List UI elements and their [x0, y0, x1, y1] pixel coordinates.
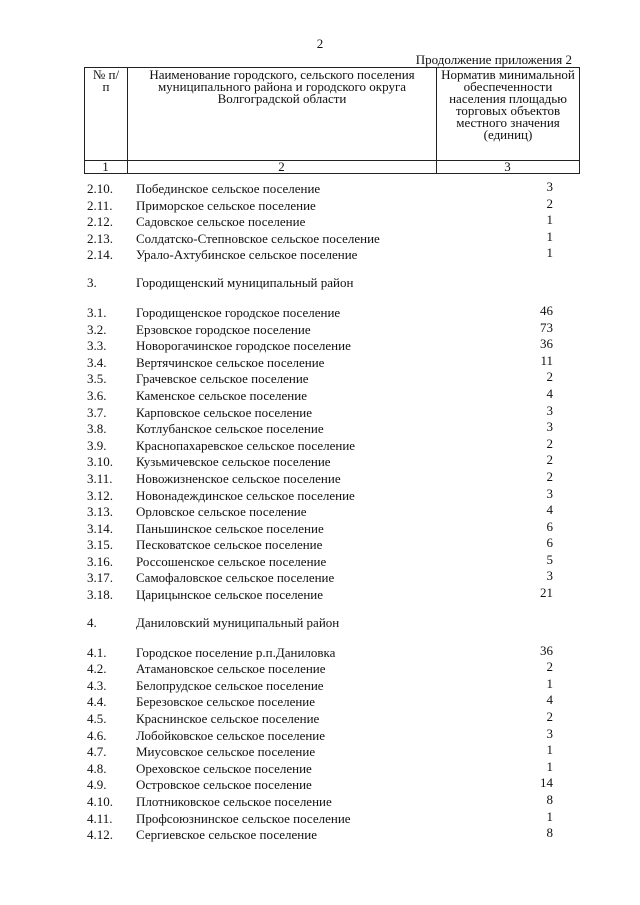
table-row [0, 744, 640, 761]
district-name: Городищенский муниципальный район [136, 274, 354, 290]
table-row [0, 694, 640, 711]
header-right-border [579, 67, 580, 174]
row-name: Лобойковское сельское поселение [136, 727, 326, 743]
row-name: Приморское сельское поселение [136, 197, 316, 213]
table-row [0, 642, 640, 662]
row-number: 3.3. [87, 338, 107, 354]
table-row [0, 504, 640, 521]
row-name: Самофаловское сельское поселение [136, 570, 335, 586]
row-number: 2.12. [87, 214, 113, 230]
row-number: 3.1. [87, 304, 107, 320]
row-value: 3 [546, 402, 553, 418]
row-number: 3.17. [87, 570, 113, 586]
row-value: 2 [546, 435, 553, 451]
row-name: Урало-Ахтубинское сельское поселение [136, 247, 358, 263]
table-row [0, 518, 640, 538]
row-number: 4.1. [87, 644, 107, 660]
row-name: Сергиевское сельское поселение [136, 827, 317, 843]
row-name: Атамановское сельское поселение [136, 661, 326, 677]
row-name: Каменское сельское поселение [136, 387, 307, 403]
group-c [0, 642, 640, 844]
group-a [0, 181, 640, 264]
table-row [0, 485, 640, 505]
row-name: Ореховское сельское поселение [136, 760, 312, 776]
row-value: 6 [546, 518, 553, 534]
row-number: 3.2. [87, 321, 107, 337]
row-value: 4 [546, 692, 553, 708]
row-name: Березовское сельское поселение [136, 694, 316, 710]
row-name: Грачевское сельское поселение [136, 371, 309, 387]
table-row [0, 195, 640, 215]
row-number: 4.3. [87, 677, 107, 693]
table-row [0, 371, 640, 388]
table-row [0, 454, 640, 471]
continuation-label: Продолжение приложения 2 [415, 52, 572, 67]
table-row [0, 537, 640, 554]
column-number-2: 2 [278, 159, 285, 174]
row-name: Краснопахаревское сельское поселение [136, 437, 356, 453]
row-name: Побединское сельское поселение [136, 181, 321, 196]
row-value: 6 [546, 535, 553, 551]
row-value: 3 [546, 725, 553, 741]
row-value: 2 [546, 452, 553, 468]
row-value: 1 [546, 212, 553, 228]
table-row [0, 551, 640, 571]
row-number: 4.4. [87, 694, 107, 710]
row-value: 46 [540, 302, 553, 318]
district-number: 3. [87, 274, 97, 290]
table-row [0, 808, 640, 828]
row-number: 4.9. [87, 777, 107, 793]
row-number: 2.10. [87, 181, 113, 196]
row-name: Царицынское сельское поселение [136, 587, 324, 603]
row-name: Садовское сельское поселение [136, 214, 306, 230]
row-value: 2 [546, 659, 553, 675]
row-name: Белопрудское сельское поселение [136, 677, 324, 693]
row-name: Островское сельское поселение [136, 777, 312, 793]
row-name: Котлубанское сельское поселение [136, 421, 324, 437]
row-name: Карповское сельское поселение [136, 404, 313, 420]
row-name: Городищенское городское поселение [136, 304, 341, 320]
row-value: 3 [546, 568, 553, 584]
row-number: 4.12. [87, 827, 113, 843]
row-number: 2.13. [87, 230, 113, 246]
row-name: Песковатское сельское поселение [136, 537, 323, 553]
row-name: Вертячинское сельское поселение [136, 354, 325, 370]
row-number: 3.5. [87, 371, 107, 387]
row-number: 4.6. [87, 727, 107, 743]
table-body [0, 181, 640, 844]
table-header [84, 67, 580, 174]
column-number-3: 3 [504, 159, 511, 174]
row-name: Солдатско-Степновское сельское поселение [136, 230, 380, 246]
row-value: 11 [540, 352, 553, 368]
row-value: 3 [546, 485, 553, 501]
table-row [0, 352, 640, 372]
table-row [0, 675, 640, 695]
row-number: 3.7. [87, 404, 107, 420]
table-row [0, 587, 640, 604]
row-name: Городское поселение р.п.Даниловка [136, 644, 336, 660]
table-row [0, 777, 640, 794]
row-number: 3.8. [87, 421, 107, 437]
table-row [0, 402, 640, 422]
row-number: 3.9. [87, 437, 107, 453]
header-norm: Норматив минимальной обеспеченности населения площадью торговых объектов местного значения (единиц) [441, 67, 575, 142]
header-divider-1 [127, 67, 128, 174]
row-value: 2 [546, 709, 553, 725]
row-number: 4.8. [87, 760, 107, 776]
row-number: 4.5. [87, 711, 107, 727]
row-number: 4.10. [87, 794, 113, 809]
row-value: 2 [546, 195, 553, 211]
row-name: Россошенское сельское поселение [136, 553, 327, 569]
row-value: 1 [546, 675, 553, 691]
row-number: 3.14. [87, 520, 113, 536]
row-value: 14 [540, 775, 553, 791]
row-name: Профсоюзнинское сельское поселение [136, 810, 351, 826]
header-divider-2 [436, 67, 437, 174]
row-value: 4 [546, 502, 553, 518]
page-number: 2 [316, 36, 324, 51]
district-name: Даниловский муниципальный район [136, 614, 340, 630]
row-value: 21 [540, 585, 553, 601]
row-name: Миусовское сельское поселение [136, 744, 316, 760]
group-b [0, 302, 640, 604]
row-number: 2.14. [87, 247, 113, 263]
district-row [0, 275, 640, 295]
table-row [0, 214, 640, 231]
row-name: Новорогачинское городское поселение [136, 338, 351, 354]
row-number: 4.7. [87, 744, 107, 760]
row-value: 1 [546, 758, 553, 774]
row-value: 3 [546, 179, 553, 194]
row-name: Плотниковское сельское поселение [136, 794, 332, 809]
row-name: Ерзовское городское поселение [136, 321, 311, 337]
table-row [0, 711, 640, 728]
row-value: 36 [540, 336, 553, 352]
row-number: 3.18. [87, 587, 113, 603]
row-number: 3.6. [87, 387, 107, 403]
table-row [0, 794, 640, 811]
row-name: Новожизненское сельское поселение [136, 470, 341, 486]
row-value: 4 [546, 385, 553, 401]
table-row [0, 827, 640, 844]
row-number: 3.11. [87, 470, 113, 486]
row-number: 3.16. [87, 553, 113, 569]
row-number: 3.13. [87, 504, 113, 520]
row-number: 2.11. [87, 197, 113, 213]
row-name: Паньшинское сельское поселение [136, 520, 324, 536]
table-row [0, 247, 640, 264]
table-row [0, 228, 640, 248]
row-number: 3.15. [87, 537, 113, 553]
row-number: 4.11. [87, 810, 113, 826]
row-name: Новонадеждинское сельское поселение [136, 487, 355, 503]
row-name: Кузьмичевское сельское поселение [136, 454, 331, 470]
row-number: 3.12. [87, 487, 113, 503]
header-name: Наименование городского, сельского поселения муниципального района и городского округа Волгоградской области [149, 67, 415, 106]
row-value: 1 [546, 245, 553, 261]
row-value: 5 [546, 551, 553, 567]
row-number: 4.2. [87, 661, 107, 677]
row-name: Краснинское сельское поселение [136, 711, 320, 727]
table-row [0, 435, 640, 455]
row-value: 73 [540, 319, 553, 335]
row-value: 3 [546, 419, 553, 435]
district-number: 4. [87, 614, 97, 630]
table-row [0, 181, 640, 198]
table-row [0, 385, 640, 405]
column-number-1: 1 [102, 159, 109, 174]
table-row [0, 421, 640, 438]
district-row [0, 615, 640, 635]
row-value: 1 [546, 742, 553, 758]
row-value: 8 [546, 825, 553, 841]
row-number: 3.4. [87, 354, 107, 370]
header-left-border [84, 67, 85, 174]
row-value: 2 [546, 468, 553, 484]
row-value: 2 [546, 369, 553, 385]
row-number: 3.10. [87, 454, 113, 470]
row-value: 8 [546, 792, 553, 807]
row-value: 1 [546, 808, 553, 824]
row-name: Орловское сельское поселение [136, 504, 307, 520]
table-row [0, 661, 640, 678]
row-value: 36 [540, 642, 553, 658]
table-row [0, 725, 640, 745]
row-value: 1 [546, 228, 553, 244]
header-num: № п/п [92, 67, 120, 94]
table-row [0, 468, 640, 488]
